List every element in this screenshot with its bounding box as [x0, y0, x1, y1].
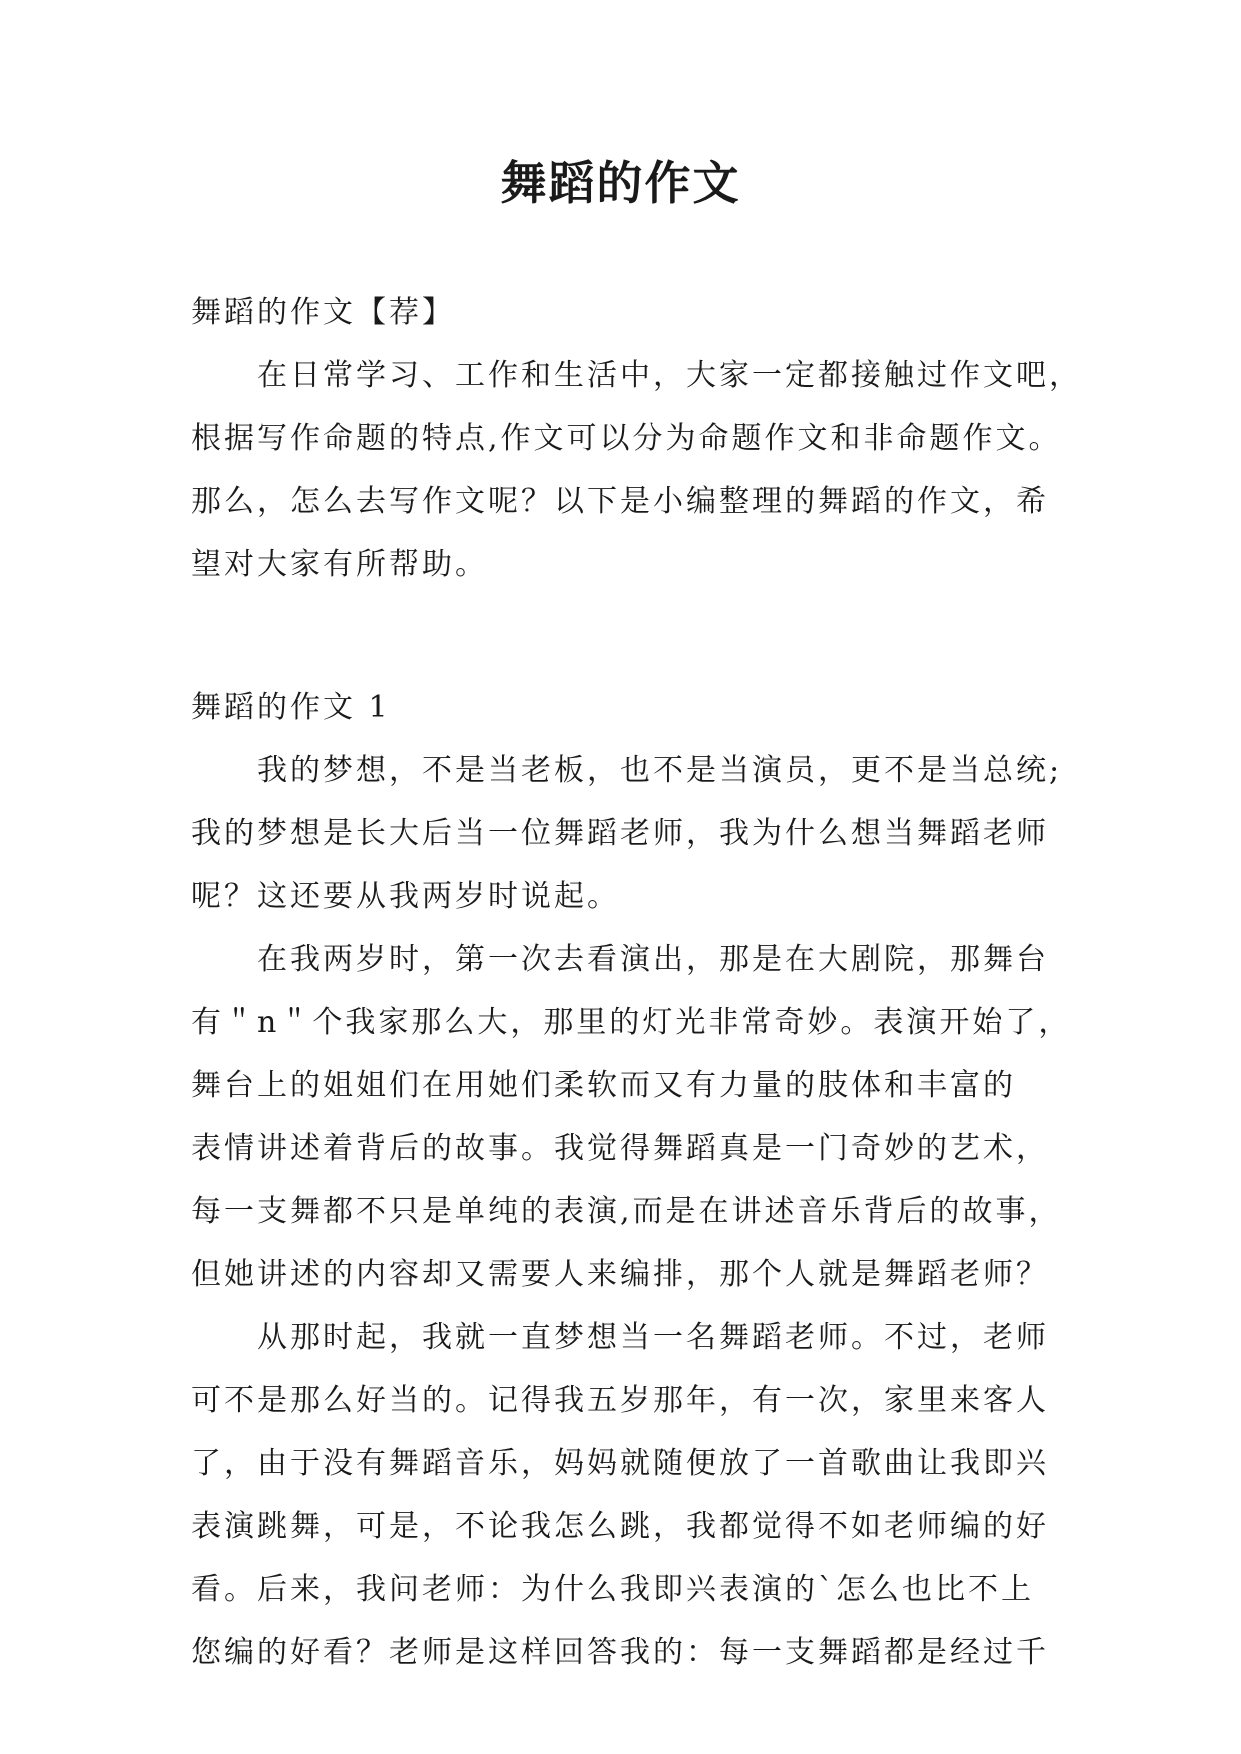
essay1-paragraph-3: [191, 1306, 1071, 1684]
intro-paragraph: [191, 344, 1082, 596]
text-line: 根据写作命题的特点,作文可以分为命题作文和非命题作文。: [191, 421, 1062, 456]
essay1-paragraph-1: [191, 739, 1071, 928]
text-line: 您编的好看？老师是这样回答我的：每一支舞蹈都是经过千: [191, 1635, 1049, 1670]
intro-heading: 舞蹈的作文【荐】: [191, 295, 455, 330]
section-spacer: [191, 596, 1071, 676]
text-line: 舞台上的姐姐们在用她们柔软而又有力量的肢体和丰富的: [191, 1068, 1016, 1103]
text-line: 我的梦想是长大后当一位舞蹈老师，我为什么想当舞蹈老师: [191, 816, 1049, 851]
text-line: 表演跳舞，可是，不论我怎么跳，我都觉得不如老师编的好: [191, 1509, 1049, 1544]
text-line: 但她讲述的内容却又需要人来编排，那个人就是舞蹈老师？: [191, 1257, 1049, 1292]
text-line: 可不是那么好当的。记得我五岁那年，有一次，家里来客人: [191, 1383, 1049, 1418]
text-line: 望对大家有所帮助。: [191, 547, 488, 582]
text-line: 在日常学习、工作和生活中，大家一定都接触过作文吧，: [257, 358, 1082, 393]
text-line: 每一支舞都不只是单纯的表演,而是在讲述音乐背后的故事，: [191, 1194, 1062, 1229]
text-line: 表情讲述着背后的故事。我觉得舞蹈真是一门奇妙的艺术，: [191, 1131, 1049, 1166]
text-line: 从那时起，我就一直梦想当一名舞蹈老师。不过，老师: [257, 1320, 1049, 1355]
text-line: 有＂n＂个我家那么大，那里的灯光非常奇妙。表演开始了，: [191, 1005, 1072, 1040]
essay1-heading: 舞蹈的作文 1: [191, 690, 391, 725]
text-line: 我的梦想，不是当老板，也不是当演员，更不是当总统;: [257, 753, 1063, 788]
text-line: 那么，怎么去写作文呢？以下是小编整理的舞蹈的作文，希: [191, 484, 1049, 519]
text-line: 呢？这还要从我两岁时说起。: [191, 879, 620, 914]
essay1-paragraph-2: [191, 928, 1071, 1306]
document-body: [191, 281, 1082, 1684]
text-line: 了，由于没有舞蹈音乐，妈妈就随便放了一首歌曲让我即兴: [191, 1446, 1049, 1481]
text-line: 在我两岁时，第一次去看演出，那是在大剧院，那舞台: [257, 942, 1049, 977]
document-title: 舞蹈的作文: [500, 156, 741, 210]
text-line: 看。后来，我问老师：为什么我即兴表演的`怎么也比不上: [191, 1572, 1034, 1607]
